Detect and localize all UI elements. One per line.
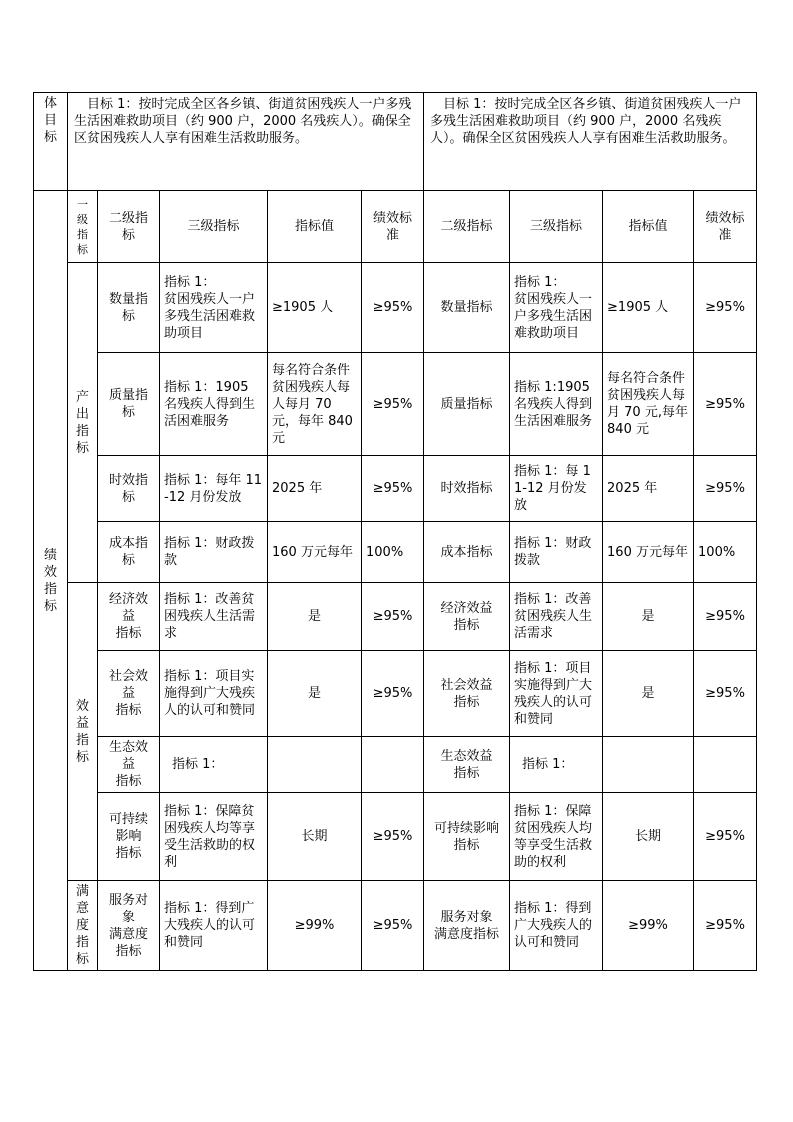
level3-cell: 指标 1：保障贫困残疾人均等享受生活救助的权利 xyxy=(160,793,268,881)
level3-cell-right: 指标 1：财政拨款 xyxy=(510,522,603,583)
value-cell-right: 是 xyxy=(603,651,694,737)
goal-right-text: 目标 1：按时完成全区各乡镇、街道贫困残疾人一户多残生活困难救助项目（约 900 户，2000 名残疾人）。确保全区贫困残疾人人享有困难生活救助服务。 xyxy=(424,93,757,191)
header-standard: 绩效标 准 xyxy=(362,191,424,263)
level3-cell-right: 指标 1：每 11-12 月份发放 xyxy=(510,456,603,522)
level2-cell: 时效指 标 xyxy=(98,456,160,522)
table-row xyxy=(34,737,757,793)
value-cell: 160 万元每年 xyxy=(268,522,362,583)
level2-cell: 可持续 影响 指标 xyxy=(98,793,160,881)
level3-cell-right: 指标 1：改善贫困残疾人生活需求 xyxy=(510,583,603,651)
header-standard-right: 绩效标 准 xyxy=(694,191,757,263)
level3-cell: 指标 1： 贫困残疾人一户多残生活困难救助项目 xyxy=(160,263,268,353)
table-row xyxy=(34,881,757,971)
level3-cell: 指标 1：改善贫困残疾人生活需求 xyxy=(160,583,268,651)
level2-cell-right: 时效指标 xyxy=(424,456,510,522)
standard-cell-right: ≥95% xyxy=(694,456,757,522)
level2-cell: 经济效 益 指标 xyxy=(98,583,160,651)
level3-cell-right: 指标 1：得到广大残疾人的认可和赞同 xyxy=(510,881,603,971)
standard-cell: ≥95% xyxy=(362,353,424,456)
level3-cell: 指标 1：1905 名残疾人得到生活困难服务 xyxy=(160,353,268,456)
level2-cell: 成本指 标 xyxy=(98,522,160,583)
goal-side-label: 体 目 标 xyxy=(34,93,68,191)
table-row xyxy=(34,522,757,583)
standard-cell-right: ≥95% xyxy=(694,881,757,971)
table-row xyxy=(34,353,757,456)
standard-cell-right: ≥95% xyxy=(694,651,757,737)
header-value: 指标值 xyxy=(268,191,362,263)
standard-cell: ≥95% xyxy=(362,651,424,737)
level2-cell-right: 数量指标 xyxy=(424,263,510,353)
level3-cell-right: 指标 1：项目实施得到广大残疾人的认可和赞同 xyxy=(510,651,603,737)
level2-cell: 服务对 象 满意度 指标 xyxy=(98,881,160,971)
standard-cell-right xyxy=(694,737,757,793)
level3-cell-right: 指标 1:1905 名残疾人得到生活困难服务 xyxy=(510,353,603,456)
level2-cell: 生态效 益 指标 xyxy=(98,737,160,793)
value-cell: 是 xyxy=(268,651,362,737)
standard-cell: ≥95% xyxy=(362,263,424,353)
standard-cell: 100% xyxy=(362,522,424,583)
level2-cell-right: 经济效益 指标 xyxy=(424,583,510,651)
level2-cell-right: 社会效益 指标 xyxy=(424,651,510,737)
table-row xyxy=(34,456,757,522)
value-cell: 每名符合条件贫困残疾人每人每月 70 元，每年 840 元 xyxy=(268,353,362,456)
standard-cell: ≥95% xyxy=(362,881,424,971)
table-row xyxy=(34,263,757,353)
group-benefit: 效 益 指 标 xyxy=(68,583,98,881)
standard-cell: ≥95% xyxy=(362,793,424,881)
standard-cell-right: ≥95% xyxy=(694,353,757,456)
level3-cell: 指标 1：财政拨款 xyxy=(160,522,268,583)
group-output: 产 出 指 标 xyxy=(68,263,98,583)
goal-row xyxy=(34,93,757,191)
level3-cell-right: 指标 1：保障贫困残疾人均等享受生活救助的权利 xyxy=(510,793,603,881)
level2-cell-right: 质量指标 xyxy=(424,353,510,456)
header-level2-right: 二级指标 xyxy=(424,191,510,263)
table-row xyxy=(34,651,757,737)
standard-cell-right: ≥95% xyxy=(694,263,757,353)
standard-cell: ≥95% xyxy=(362,583,424,651)
value-cell: ≥99% xyxy=(268,881,362,971)
performance-goal-table xyxy=(33,92,757,971)
value-cell-right: 2025 年 xyxy=(603,456,694,522)
standard-cell-right: 100% xyxy=(694,522,757,583)
table-row xyxy=(34,583,757,651)
group-satisfaction: 满 意 度 指 标 xyxy=(68,881,98,971)
value-cell: 长期 xyxy=(268,793,362,881)
performance-label: 绩 效 指 标 xyxy=(34,191,68,971)
standard-cell-right: ≥95% xyxy=(694,583,757,651)
level3-cell: 指标 1：项目实施得到广大残疾人的认可和赞同 xyxy=(160,651,268,737)
level3-cell: 指标 1： xyxy=(160,737,268,793)
level2-cell: 质量指 标 xyxy=(98,353,160,456)
level3-cell-right: 指标 1： 贫困残疾人一户多残生活困难救助项目 xyxy=(510,263,603,353)
value-cell-right: ≥99% xyxy=(603,881,694,971)
header-level3: 三级指标 xyxy=(160,191,268,263)
header-row xyxy=(34,191,757,263)
level2-cell-right: 服务对象 满意度指标 xyxy=(424,881,510,971)
value-cell-right: 每名符合条件贫困残疾人每月 70 元,每年 840 元 xyxy=(603,353,694,456)
value-cell xyxy=(268,737,362,793)
level2-cell-right: 成本指标 xyxy=(424,522,510,583)
standard-cell xyxy=(362,737,424,793)
level3-cell: 指标 1：得到广大残疾人的认可和赞同 xyxy=(160,881,268,971)
level2-cell-right: 可持续影响 指标 xyxy=(424,793,510,881)
value-cell: ≥1905 人 xyxy=(268,263,362,353)
value-cell-right: 长期 xyxy=(603,793,694,881)
standard-cell-right: ≥95% xyxy=(694,793,757,881)
table-row xyxy=(34,793,757,881)
header-level2: 二级指 标 xyxy=(98,191,160,263)
value-cell-right: 是 xyxy=(603,583,694,651)
level2-cell-right: 生态效益 指标 xyxy=(424,737,510,793)
level3-cell-right: 指标 1： xyxy=(510,737,603,793)
value-cell-right: ≥1905 人 xyxy=(603,263,694,353)
header-level3-right: 三级指标 xyxy=(510,191,603,263)
goal-left-text: 目标 1：按时完成全区各乡镇、街道贫困残疾人一户多残生活困难救助项目（约 900 户，2000 名残疾人）。确保全区贫困残疾人人享有困难生活救助服务。 xyxy=(68,93,424,191)
level2-cell: 数量指 标 xyxy=(98,263,160,353)
level2-cell: 社会效 益 指标 xyxy=(98,651,160,737)
value-cell-right: 160 万元每年 xyxy=(603,522,694,583)
level3-cell: 指标 1：每年 11-12 月份发放 xyxy=(160,456,268,522)
value-cell: 2025 年 xyxy=(268,456,362,522)
header-value-right: 指标值 xyxy=(603,191,694,263)
value-cell-right xyxy=(603,737,694,793)
header-level1: 一 级 指 标 xyxy=(68,191,98,263)
standard-cell: ≥95% xyxy=(362,456,424,522)
value-cell: 是 xyxy=(268,583,362,651)
